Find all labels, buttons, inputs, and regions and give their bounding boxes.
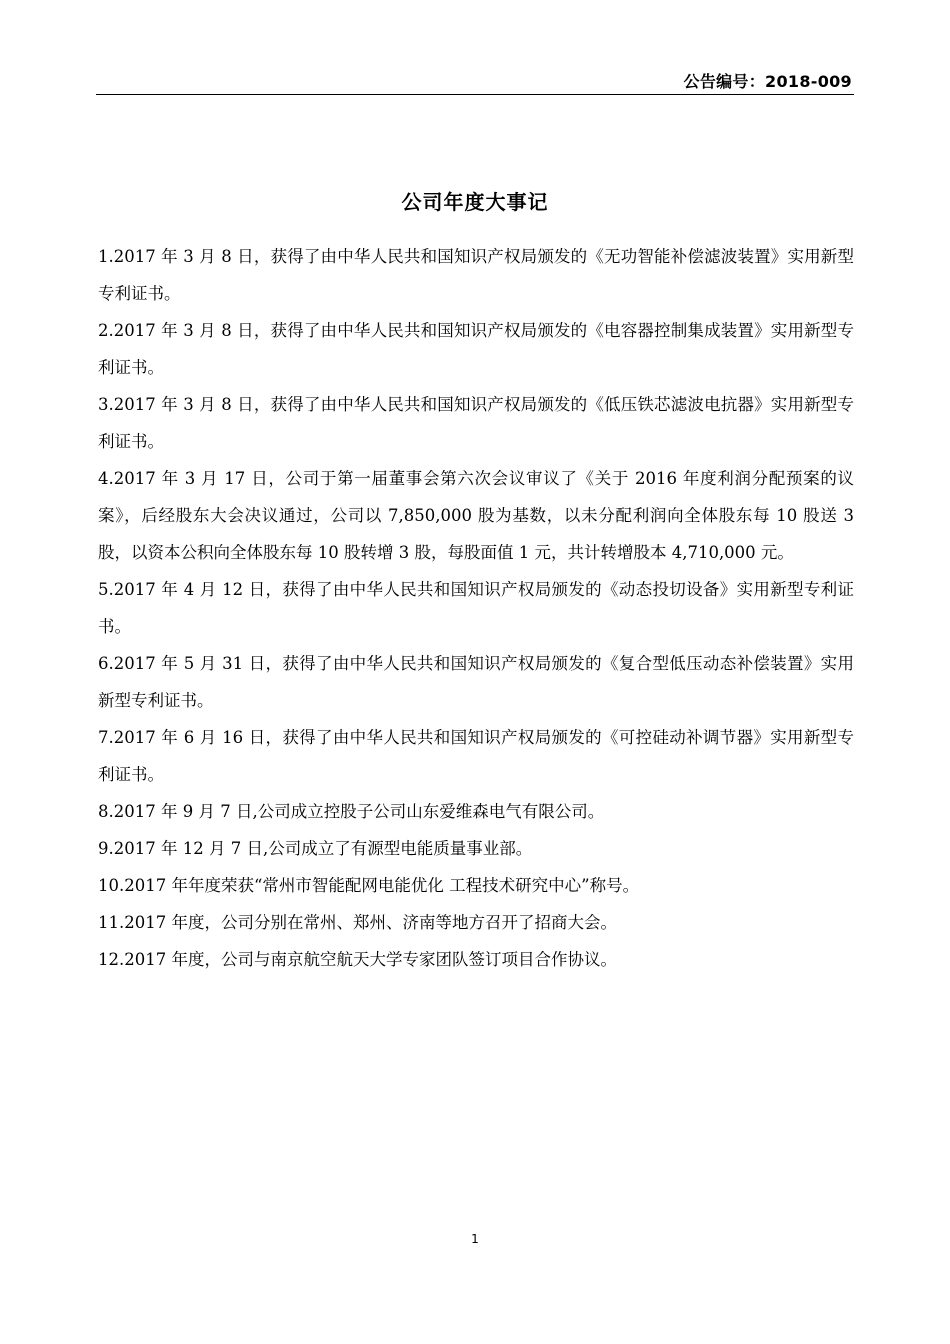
- page-number: 1: [471, 1232, 479, 1246]
- event-item: 2.2017 年 3 月 8 日，获得了由中华人民共和国知识产权局颁发的《电容器控制集成装置》实用新型专利证书。: [98, 321, 854, 377]
- event-item: 4.2017 年 3 月 17 日，公司于第一届董事会第六次会议审议了《关于 2016 年度利润分配预案的议案》，后经股东大会决议通过，公司以 7,850,000 股为基数，以未分配利润向全体股东每 10 股送 3 股，以资本公积向全体股东每 10 股转增 3 股，每股面值 1 元，共计转增股本 4,710,000 元。: [98, 469, 854, 562]
- event-item: 12.2017 年度，公司与南京航空航天大学专家团队签订项目合作协议。: [98, 950, 617, 969]
- event-item: 5.2017 年 4 月 12 日，获得了由中华人民共和国知识产权局颁发的《动态投切设备》实用新型专利证书。: [98, 580, 854, 636]
- events-list: [98, 238, 854, 978]
- event-item: 3.2017 年 3 月 8 日，获得了由中华人民共和国知识产权局颁发的《低压铁芯滤波电抗器》实用新型专利证书。: [98, 395, 854, 451]
- announcement-number: 公告编号：2018-009: [683, 72, 852, 91]
- event-item: 7.2017 年 6 月 16 日，获得了由中华人民共和国知识产权局颁发的《可控硅动补调节器》实用新型专利证书。: [98, 728, 854, 784]
- event-item: 10.2017 年年度荣获“常州市智能配网电能优化 工程技术研究中心”称号。: [98, 876, 640, 895]
- event-item: 11.2017 年度，公司分别在常州、郑州、济南等地方召开了招商大会。: [98, 913, 617, 932]
- event-item: 6.2017 年 5 月 31 日，获得了由中华人民共和国知识产权局颁发的《复合型低压动态补偿装置》实用新型专利证书。: [98, 654, 854, 710]
- event-item: 8.2017 年 9 月 7 日,公司成立控股子公司山东爱维森电气有限公司。: [98, 802, 605, 821]
- page-header: [96, 66, 854, 95]
- page-title: 公司年度大事记: [401, 190, 549, 214]
- event-item: 9.2017 年 12 月 7 日,公司成立了有源型电能质量事业部。: [98, 839, 533, 858]
- event-item: 1.2017 年 3 月 8 日，获得了由中华人民共和国知识产权局颁发的《无功智能补偿滤波装置》实用新型专利证书。: [98, 247, 854, 303]
